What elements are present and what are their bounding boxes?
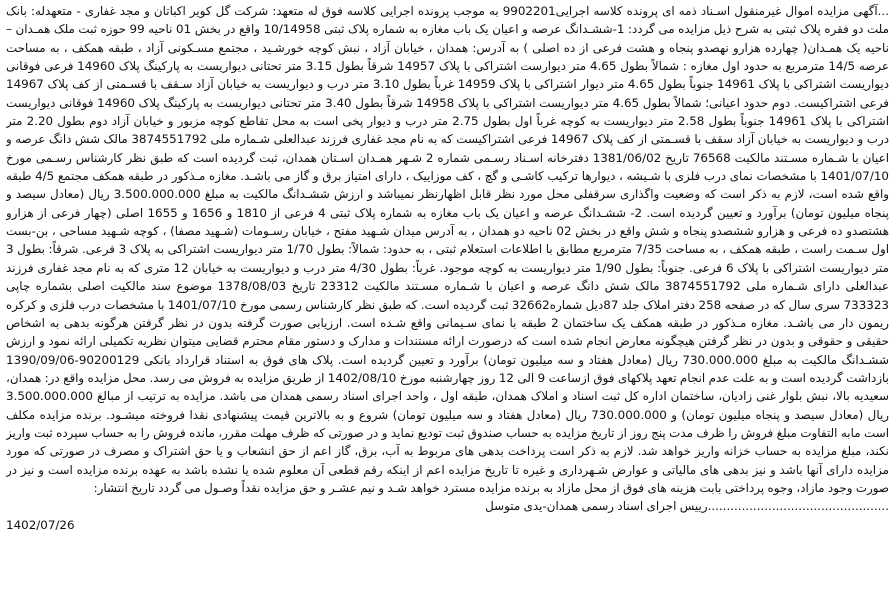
notice-signature: ................................................رییس اجرای اسناد رسمی همدان-یدی متوسل xyxy=(485,499,889,514)
notice-body: ...آگهی مزایده اموال غیرمنقول اسـناد ذمه ای پرونده کلاسه اجرایی9902201 به موجب پرونده اجرایی کلاسه فوق له متعهد: شرکت گل کویر اکباتان و مجد غفاری - متعهدله: بانک ملت دو فقره پلاک ثبتی به شرح ذیل مزایده می گردد: 1-ششـدانگ عرصه و اعیان یک باب مغازه به شماره پلاک ثبتی 10/14958 واقع در بخش 01 ناحیه 99 حوزه ثبت ملک همـدان – ناحیه یک همـدان( چهارده هزارو نهصدو پنجاه و هشت فرعی از ده اصلی ) به آدرس: همدان ، خیابان آزاد ، نبش کوچه خورشـید ، مجتمع مسـکونی آزاد ، طبقه همکف ، به مساحت عرصه 14/5 مترمربع به حدود اول مغازه : شمالاً بطول 4.65 متر دیوارست اشتراکی با پلاک 14957 شرقاً بطول 3.15 متر تحتانی دیواریست به پارکینگ پلاک 14960 فرعی فوقانی دیواریست اشتراکی با پلاک 14961 جنوباً بطول 4.65 متر دیوار اشتراکی با پلاک 14959 غرباً بطول 3.10 متر درب و دیواریست به خیابان آزاد سـقف با قسـمتی از کف پلاک 14967 فرعی اشتراکیست. دوم حدود اعیانی؛ شمالاً بطول 4.65 متر دیواریست اشتراکی با پلاک 14958 شرقاً بطول 3.40 متر تحتانی دیواریست به پارکینگ پلاک 14960 فوقانی دیواریست اشتراکی با پلاک 14961 جنوباً بطول 2.58 متر دیواریست به کوچه غرباً اول بطول 2.75 متر درب و دیوار پخی است به محل تقاطع کوچه مزبور و خیابان آزاد دوم بطول 2.20 متر درب و دیواریست به خیابان آزاد سقف با قسـمتی از کف پلاک 14967 فرعی اشتراکیست که به نام مجد غفاری فرزند عبدالعلی شـماره ملی 3874551792 مالک شش دانگ عرصه و اعیان با شـماره مسـتند مالکیت 76568 تاریخ 1381/06/02 دفترخانه اسـناد رسـمی شماره 2 شـهر همـدان اسـتان همدان، ثبت گردیده است که طبق نظر کارشناس رسـمی مورخ 1401/07/10 با مشخصات نمای درب فلزی با شـیشه ، دیوارها ترکیب کاشـی و گچ ، کف موزاییک ، دارای امتیاز برق و گاز می باشـد. مغازه مـذکور در طبقه همکف مجتمع 4/5 طبقه واقع شده است، لازم به ذکر است که وضعیت واگذاری سرقفلی محل مورد نظر قابل اظهارنظر نمیباشد و ارزش ششـدانگ مالکیت به مبلغ 3.500.000.000 ریال (معادل سیصد و پنجاه میلیون تومان) برآورد و تعیین گردیده است. 2- ششـدانگ عرصه و اعیان یک باب مغازه به شماره پلاک ثبتی 4 فرعی از 1810 و 1656 و 1655 اصلی (چهار فرعی از هزارو هشتصدو ده فرعی و هزارو ششصدو پنجاه و شش واقع در بخش 02 ناحیه دو همدان ، به آدرس میدان شـهید مفتح ، خیابان رسـومات (شـهید مصفا) ، کوچه شـهید مساحی ، بن-بست اول سـمت راست ، طبقه همکف ، به مساحت 7/35 مترمربع مطابق با اطلاعات استعلام ثبتی ، به حدود: شمالاً: بطول 1/70 متر دیواریست اشتراکی به پلاک 3 فرعی. شرقاً: بطول 3 متر دیواریست اشتراکی با پلاک 6 فرعی. جنوباً: بطول 1/90 متر دیواریست به کوچه موجود. غرباً: بطول 4/30 متر درب و دیواریست به خیابان 12 متری که به نام مجد غفاری فرزند عبدالعلی دارای شـماره ملی 3874551792 مالک شش دانگ عرصه و اعیان با شـماره مسـتند مالکیت 23312 تاریخ 1378/08/03 موضوع سند مالکیت اصلی بشماره چاپی 733323 سری سال که در صفحه 258 دفتر املاک جلد 87دیل شماره32662 ثبت گردیده است. که طبق نظر کارشناس رسمی مورخ 1401/07/10 با مشخصات درب فلزی و کرکره ریمون دار می باشـد. مغازه مـذکور در طبقه همکف یک ساختمان 2 طبقه با نمای سـیمانی واقع شـده است. ارزیابی صورت گرفته بدون در نظر گرفتن هرگونه بدهی به اشخاص حقیقی و حقوقی و بدون در نظر گرفتن هیچگونه معارض انجام شده است که درصورت ارائه مستندات و مدارک و دستور مقام محترم قضایی میتوان نظریه تکمیلی ارائه نمود و ارزش ششـدانگ مالکیت به مبلغ 730.000.000 ریال (معادل هفتاد و سه میلیون تومان) برآورد و تعیین گردیده است. پلاک های فوق به استناد قرارداد بانکی 90200129-1390/09/06 بازداشت گردیده است و به علت عدم انجام تعهد پلاکهای فوق ازساعت 9 الی 12 روز چهارشنبه مورخ 1402/08/10 از طریق مزایده به فروش می رسد. محل مزایده واقع در: همدان، سعیدیه بالا، نبش بلوار غنی زادیان، ساختمان اداره کل ثبت اسناد و املاک همدان، طبقه اول ، واحد اجرای اسناد رسمی همدان می باشد. مزایده به ترتیب از مبالغ 3.500.000.000 ریال (معادل سیصد و پنجاه میلیون تومان) و 730.000.000 ریال (معادل هفتاد و سه میلیون تومان) شروع و به بالاترین قیمت پیشنهادی نقدا فروخته میشـود. برنده مزایده مکلف است مابه التفاوت مبلغ فروش را ظرف مدت پنج روز از تاریخ مزایده به حساب صندوق ثبت تودیع نماید و در صورتی که ظرف مهلت مقرر، مانده فروش را به حساب سپرده ثبت واریز نکند، مبلغ مزایده به حساب خزانه واریز خواهد شد. لازم به ذکر است پرداخت بدهی های مربوط به آب، برق، گاز اعم از حق انشعاب و یا حق اشتراک و مصرف در صورتی که مورد مزایده دارای آنها باشد و نیز بدهی های مالیاتی و عوارض شـهرداری و غیره تا تاریخ مزایده اعم از اینکه رقم قطعی آن معلوم شده یا نشده باشد به عهده برنده مزایده است و نیز در صورت وجود مازاد، وجوه پرداختی بابت هزینه های فوق از محل مازاد به برنده مزایده مسترد خواهد شـد و نیم عشـر و حق مزایده نقداً وصـول می گردد تاریخ انتشار: xyxy=(6,4,889,495)
auction-notice xyxy=(6,2,889,588)
publication-date: 1402/07/26 xyxy=(6,517,75,532)
